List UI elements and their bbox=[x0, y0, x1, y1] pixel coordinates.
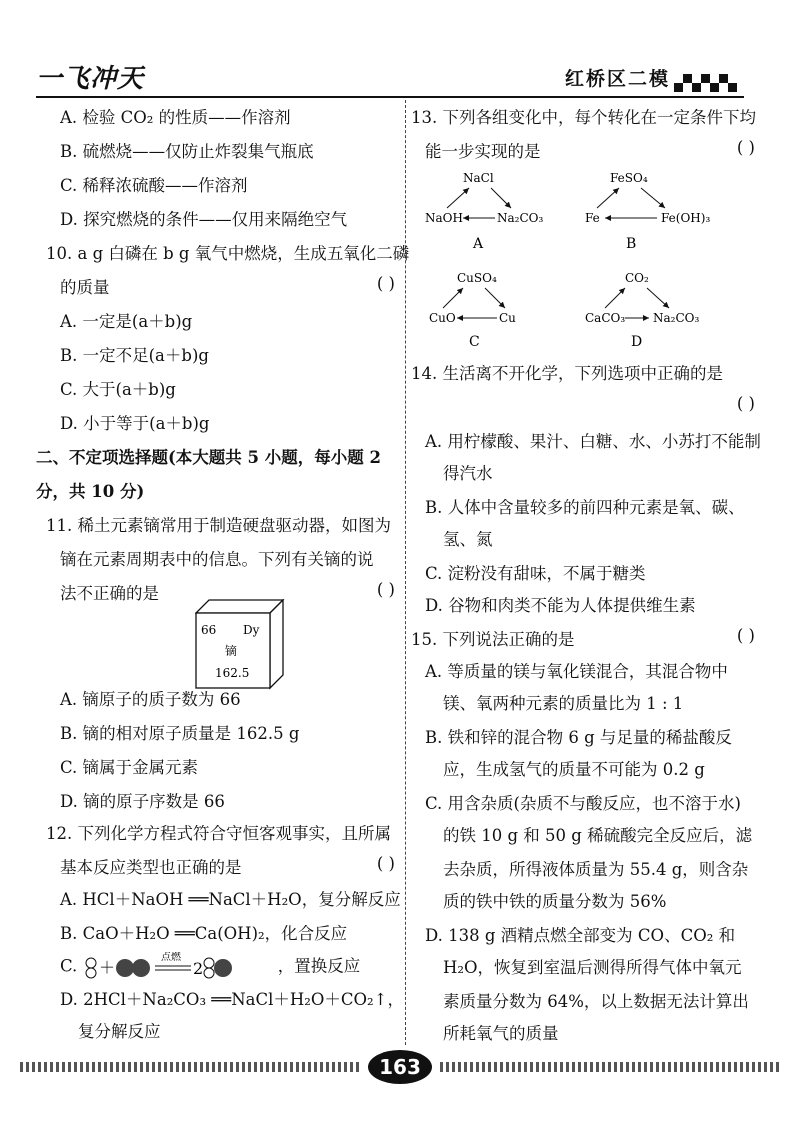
q9-option-d: D. 探究燃烧的条件——仅用来隔绝空气 bbox=[60, 210, 348, 229]
q15-line-9: D. 138 g 酒精点燃全部变为 CO、CO₂ 和 bbox=[425, 926, 736, 945]
section-2-heading: 二、不定项选择题(本大题共 5 小题，每小题 2 bbox=[36, 448, 382, 467]
q12-c-type: ，置换反应 bbox=[277, 956, 361, 976]
checker-decoration-icon bbox=[674, 70, 744, 96]
q14-line-4: 氢、氮 bbox=[443, 530, 493, 549]
q9-option-b: B. 硫燃烧——仅防止炸裂集气瓶底 bbox=[60, 142, 314, 161]
element-atomic-number: 66 bbox=[201, 623, 217, 637]
q14-line-1: A. 用柠檬酸、果汁、白糖、水、小苏打不能制 bbox=[425, 432, 761, 451]
diagram-a-right: Na₂CO₃ bbox=[497, 211, 544, 225]
q11-answer-bracket: ( ) bbox=[376, 580, 395, 599]
q12-option-a: A. HCl＋NaOH ══NaCl＋H₂O，复分解反应 bbox=[60, 890, 401, 909]
q13-answer-bracket: ( ) bbox=[736, 138, 755, 157]
q9-option-c: C. 稀释浓硫酸——作溶剂 bbox=[60, 176, 248, 195]
page-number: 163 bbox=[368, 1050, 432, 1084]
q10-option-b: B. 一定不足(a＋b)g bbox=[60, 346, 209, 365]
q12-option-d-cont: 复分解反应 bbox=[78, 1022, 161, 1041]
diagram-c-top: CuSO₄ bbox=[457, 271, 497, 285]
q10-option-a: A. 一定是(a＋b)g bbox=[60, 312, 193, 331]
q11-option-b: B. 镝的相对原子质量是 162.5 g bbox=[60, 724, 300, 743]
q14-line-2: 得汽水 bbox=[443, 464, 493, 483]
q12-stem: 12. 下列化学方程式符合守恒客观事实，且所属 bbox=[46, 824, 391, 843]
diagram-c-right: Cu bbox=[499, 311, 516, 325]
footer-pattern-left bbox=[20, 1062, 360, 1072]
reaction-coefficient: 2 bbox=[192, 959, 203, 978]
q13-stem: 13. 下列各组变化中，每个转化在一定条件下均 bbox=[411, 108, 756, 127]
header-rule bbox=[36, 96, 744, 98]
diagram-d-top: CO₂ bbox=[625, 271, 649, 285]
diagram-b bbox=[585, 171, 710, 252]
q15-line-5: C. 用含杂质(杂质不与酸反应，也不溶于水) bbox=[425, 794, 741, 813]
diagram-b-label: B bbox=[626, 236, 637, 252]
q12-answer-bracket: ( ) bbox=[376, 854, 395, 873]
q15-line-1: A. 等质量的镁与氧化镁混合，其混合物中 bbox=[425, 662, 728, 681]
diagram-d-left: CaCO₃ bbox=[585, 311, 626, 325]
exam-region-title: 红桥区二模 bbox=[564, 68, 670, 90]
footer-pattern-right bbox=[440, 1062, 780, 1072]
q15-line-11: 素质量分数为 64%，以上数据无法计算出 bbox=[443, 992, 749, 1011]
q10-stem-cont: 的质量 bbox=[60, 278, 110, 297]
q10-answer-bracket: ( ) bbox=[376, 274, 395, 293]
reaction-condition: 点燃 bbox=[160, 952, 181, 963]
diagram-a-top: NaCl bbox=[463, 171, 494, 185]
section-2-heading-cont: 分，共 10 分) bbox=[36, 482, 145, 501]
q14-answer-bracket: ( ) bbox=[736, 394, 755, 413]
element-mass: 162.5 bbox=[215, 666, 250, 680]
q12-option-b: B. CaO＋H₂O ══Ca(OH)₂，化合反应 bbox=[60, 924, 348, 943]
q14-line-5: C. 淀粉没有甜味，不属于糖类 bbox=[425, 564, 646, 583]
q11-option-a: A. 镝原子的质子数为 66 bbox=[60, 690, 241, 709]
q13-conversion-diagrams bbox=[425, 168, 755, 348]
diagram-b-top: FeSO₄ bbox=[610, 171, 648, 185]
q11-option-d: D. 镝的原子序数是 66 bbox=[60, 792, 225, 811]
q12-option-d: D. 2HCl＋Na₂CO₃ ══NaCl＋H₂O＋CO₂↑， bbox=[60, 990, 404, 1009]
q15-line-3: B. 铁和锌的混合物 6 g 与足量的稀盐酸反 bbox=[425, 728, 732, 747]
diagram-b-left: Fe bbox=[585, 211, 600, 225]
q11-option-c: C. 镝属于金属元素 bbox=[60, 758, 199, 777]
q15-line-12: 所耗氧气的质量 bbox=[443, 1024, 559, 1043]
diagram-a-label: A bbox=[473, 236, 484, 252]
q13-stem-cont: 能一步实现的是 bbox=[425, 142, 541, 161]
q15-line-2: 镁、氧两种元素的质量比为 1 : 1 bbox=[443, 694, 684, 713]
q14-line-3: B. 人体中含量较多的前四种元素是氧、碳、 bbox=[425, 498, 745, 517]
q15-stem: 15. 下列说法正确的是 bbox=[411, 630, 575, 649]
q10-option-c: C. 大于(a＋b)g bbox=[60, 380, 176, 399]
diagram-c bbox=[429, 271, 516, 348]
q10-option-d: D. 小于等于(a＋b)g bbox=[60, 414, 210, 433]
q14-line-6: D. 谷物和肉类不能为人体提供维生素 bbox=[425, 596, 696, 615]
svg-text:＋: ＋ bbox=[98, 958, 115, 977]
q11-stem-cont: 镝在元素周期表中的信息。下列有关镝的说 bbox=[60, 550, 374, 569]
element-name: 镝 bbox=[225, 644, 238, 658]
q15-line-7: 去杂质，所得液体质量为 55.4 g，则含杂 bbox=[443, 860, 749, 879]
diagram-a bbox=[425, 171, 543, 252]
diagram-c-left: CuO bbox=[429, 311, 456, 325]
diagram-d bbox=[585, 271, 699, 348]
q15-line-4: 应，生成氢气的质量不可能为 0.2 g bbox=[443, 760, 705, 779]
diagram-d-label: D bbox=[631, 334, 643, 348]
q10-stem: 10. a g 白磷在 b g 氧气中燃烧，生成五氧化二磷 bbox=[46, 244, 410, 263]
q9-option-a: A. 检验 CO₂ 的性质——作溶剂 bbox=[60, 108, 291, 127]
q12-c-label: C. bbox=[60, 956, 78, 976]
page-header bbox=[0, 0, 800, 100]
diagram-b-right: Fe(OH)₃ bbox=[661, 211, 711, 225]
q15-line-10: H₂O，恢复到室温后测得所得气体中氧元 bbox=[443, 958, 742, 977]
q11-stem: 11. 稀土元素镝常用于制造硬盘驱动器，如图为 bbox=[46, 516, 391, 535]
q14-stem: 14. 生活离不开化学，下列选项中正确的是 bbox=[411, 364, 723, 383]
element-cube-figure bbox=[195, 599, 285, 691]
diagram-c-label: C bbox=[469, 334, 480, 348]
q15-line-6: 的铁 10 g 和 50 g 稀硫酸完全反应后，滤 bbox=[443, 826, 753, 845]
q12-stem-cont: 基本反应类型也正确的是 bbox=[60, 858, 242, 877]
q15-answer-bracket: ( ) bbox=[736, 626, 755, 645]
diagram-a-left: NaOH bbox=[425, 211, 463, 225]
q11-stem-cont2: 法不正确的是 bbox=[60, 584, 159, 603]
molecule-reaction-figure bbox=[83, 952, 273, 982]
page-footer bbox=[0, 1050, 800, 1100]
q12-option-c bbox=[60, 952, 360, 982]
brand-logo: 一飞冲天 bbox=[36, 64, 145, 94]
diagram-d-right: Na₂CO₃ bbox=[653, 311, 700, 325]
q15-line-8: 质的铁中铁的质量分数为 56% bbox=[443, 892, 667, 911]
element-symbol: Dy bbox=[243, 623, 260, 637]
